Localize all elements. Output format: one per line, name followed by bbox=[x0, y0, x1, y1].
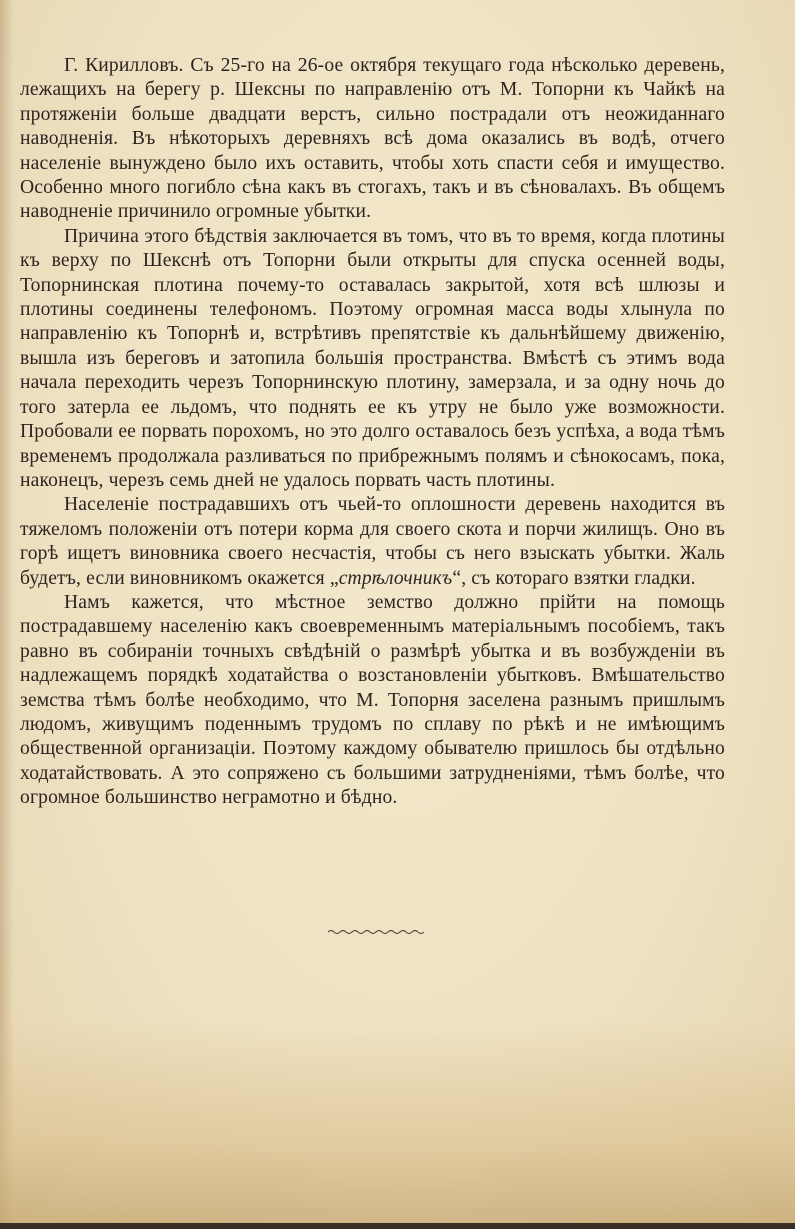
paragraph-1: Г. Кирилловъ. Съ 25-го на 26-ое октября текущаго года нѣсколько деревень, лежащихъ на берегу р. Шексны по направленію отъ М. Топорни къ Чайкѣ на протяженіи больше двадцати верстъ, сильно пострадали отъ неожиданнаго наводненія. Въ нѣкоторыхъ деревняхъ всѣ дома оказались въ водѣ, отчего населеніе вынуждено было ихъ оставить, чтобы хоть спасти себя и имущество. Особенно много погибло сѣна какъ въ стогахъ, такъ и въ сѣновалахъ. Въ общемъ наводненіе причинило огромные убытки. bbox=[20, 55, 725, 223]
paragraph-4: Намъ кажется, что мѣстное земство должно прійти на помощь пострадавшему населенію какъ своевременнымъ матеріальнымъ пособіемъ, такъ равно въ собираніи точныхъ свѣдѣній о размѣрѣ убытка и въ возбужденіи въ надлежащемъ порядкѣ ходатайства о возстановленіи убытковъ. Вмѣшательство земства тѣмъ болѣе необходимо, что М. Топорня заселена разнымъ пришлымъ людомъ, живущимъ поденнымъ трудомъ по сплаву по рѣкѣ и не имѣющимъ общественной организаціи. Поэтому каждому обывателю пришлось бы отдѣльно ходатайствовать. А это сопряжено съ большими затрудненіями, тѣмъ болѣе, что огромное большинство неграмотно и бѣдно. bbox=[20, 591, 725, 809]
paragraph-2: Причина этого бѣдствія заключается въ томъ, что въ то время, когда плотины къ верху по Шекснѣ отъ Топорни были открыты для спуска осенней воды, Топорнинская плотина почему-то оставалась закрытой, хотя всѣ шлюзы и плотины соединены телефономъ. Поэтому огромная масса воды хлынула по направленію къ Топорнѣ и, встрѣтивъ препятствіе къ дальнѣйшему движенію, вышла изъ береговъ и затопила большія пространства. Вмѣстѣ съ этимъ вода начала переходить черезъ Топорнинскую плотину, замерзала, и за одну ночь до того затерла ее льдомъ, что поднять ее къ утру не было уже возможности. Пробовали ее порвать порохомъ, но это долго оставалось безъ успѣха, а вода тѣмъ временемъ продолжала разливаться по прибрежнымъ полямъ и сѣнокосамъ, пока, наконецъ, черезъ семь дней не удалось порвать часть плотины. bbox=[20, 225, 725, 491]
article-body bbox=[20, 54, 725, 811]
paragraph-3-text: Населеніе пострадавшихъ отъ чьей-то оплошности деревень находится въ тяжеломъ положеніи отъ потери корма для своего скота и порчи жилищъ. Оно въ горѣ ищетъ виновника своего несчастія, чтобы съ него взыскать убытки. Жаль будетъ, если виновникомъ окажется bbox=[20, 494, 725, 589]
quoted-word: стрѣлочникъ bbox=[338, 567, 453, 589]
wavy-divider bbox=[328, 927, 425, 935]
paragraph-3 bbox=[20, 493, 725, 591]
paragraph-3-tail: , съ котораго взятки гладки. bbox=[461, 567, 696, 589]
quote-open: „ bbox=[329, 567, 339, 589]
quote-close: “ bbox=[452, 567, 462, 589]
page-bottom-edge bbox=[0, 1223, 795, 1229]
paper-stain bbox=[0, 1019, 795, 1229]
